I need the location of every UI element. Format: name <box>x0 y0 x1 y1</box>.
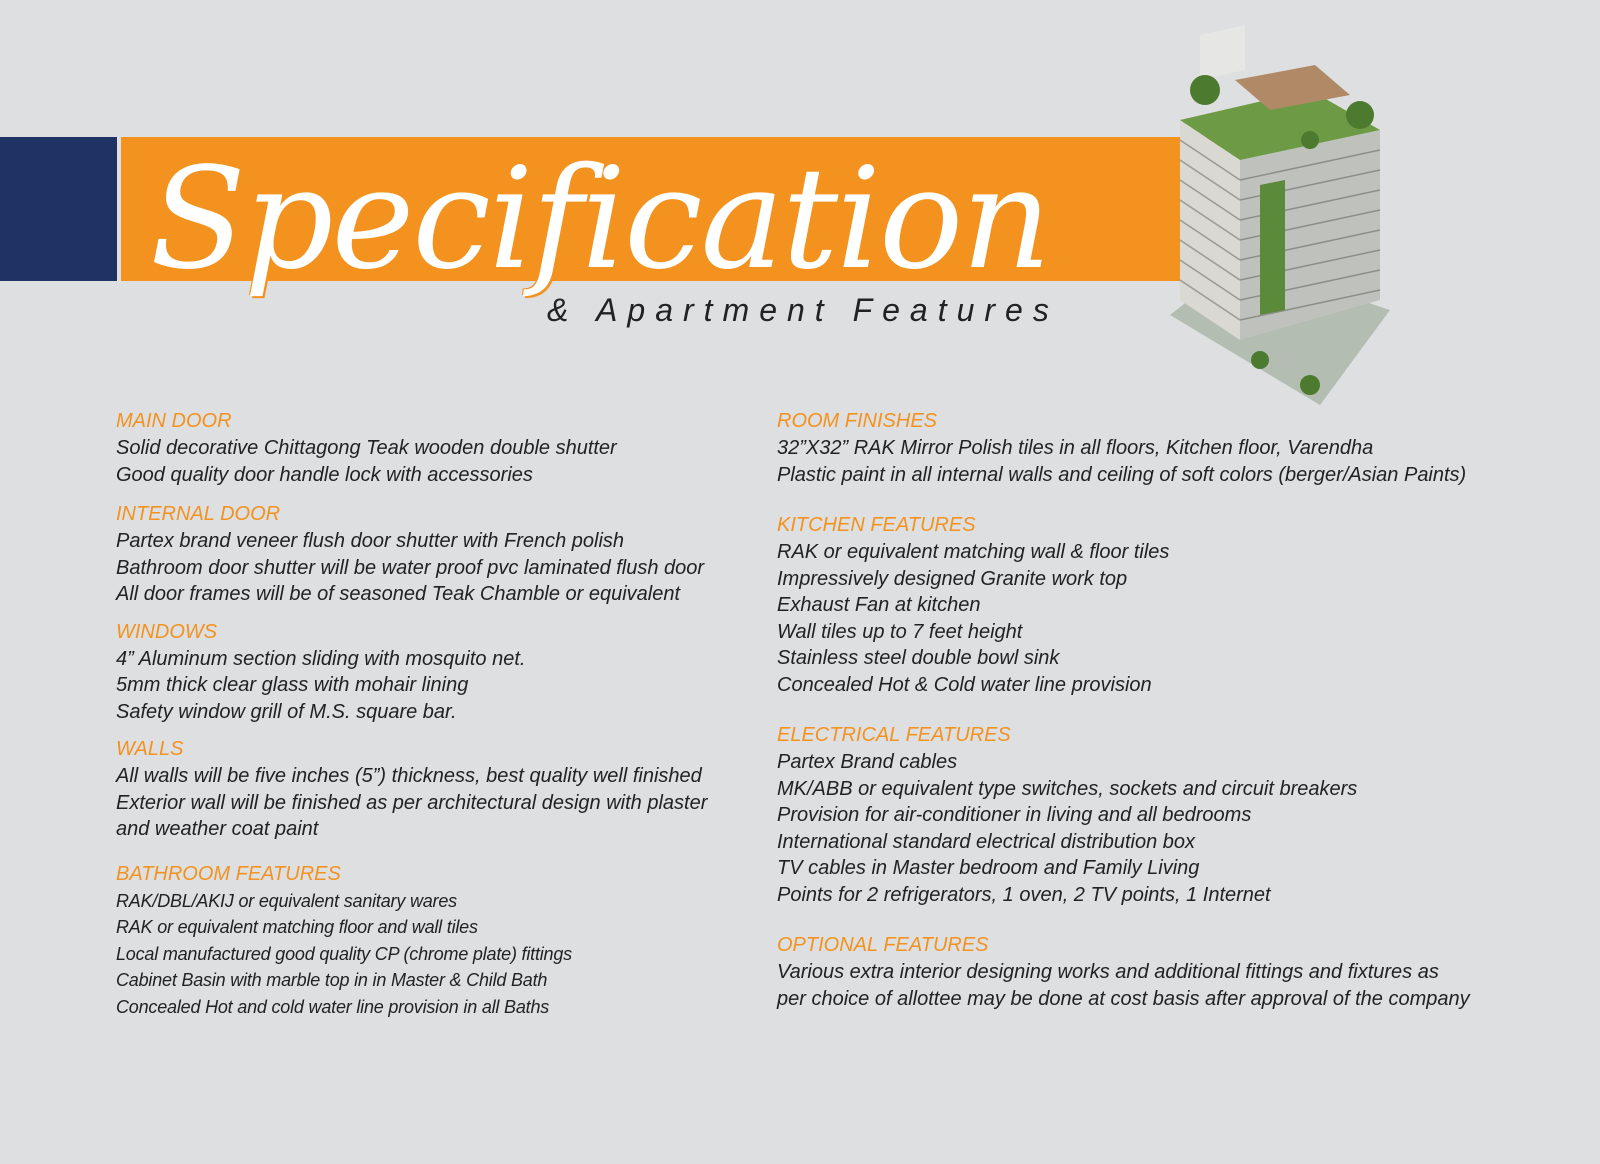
section-heading: INTERNAL DOOR <box>116 503 281 525</box>
list-item: Exhaust Fan at kitchen <box>777 594 981 616</box>
list-item: Exterior wall will be finished as per architectural design with plaster <box>116 791 708 814</box>
list-item: Various extra interior designing works and additional fittings and fixtures as <box>777 961 1439 983</box>
list-item: Provision for air-conditioner in living and all bedrooms <box>777 804 1252 826</box>
list-item: Cabinet Basin with marble top in in Master & Child Bath <box>116 970 548 990</box>
right-column <box>777 408 1537 1012</box>
list-item: All door frames will be of seasoned Teak Chamble or equivalent <box>116 583 681 605</box>
list-item: Stainless steel double bowl sink <box>777 647 1060 669</box>
list-item: Bathroom door shutter will be water proof pvc laminated flush door <box>116 556 705 579</box>
section-room-finishes <box>777 408 1537 488</box>
section-heading: ROOM FINISHES <box>777 410 938 432</box>
page-subtitle: & Apartment Features <box>547 292 1059 328</box>
list-item: 5mm thick clear glass with mohair lining <box>116 674 469 696</box>
section-heading: WALLS <box>116 738 184 760</box>
navy-accent-block <box>0 137 117 281</box>
list-item: Local manufactured good quality CP (chrome plate) fittings <box>116 943 572 964</box>
list-item: Points for 2 refrigerators, 1 oven, 2 TV points, 1 Internet <box>777 883 1271 906</box>
section-heading: WINDOWS <box>116 620 218 643</box>
list-item: Concealed Hot and cold water line provision in all Baths <box>116 996 550 1017</box>
list-item: International standard electrical distribution box <box>777 830 1196 853</box>
section-heading: ELECTRICAL FEATURES <box>777 724 1011 746</box>
list-item: 32”X32” RAK Mirror Polish tiles in all floors, Kitchen floor, Varendha <box>777 437 1374 459</box>
list-item: Partex brand veneer flush door shutter with French polish <box>116 530 625 552</box>
section-heading: BATHROOM FEATURES <box>116 862 341 885</box>
section-main-door <box>116 408 756 488</box>
list-item: Plastic paint in all internal walls and ceiling of soft colors (berger/Asian Paints) <box>777 463 1467 486</box>
list-item: Concealed Hot & Cold water line provision <box>777 673 1152 696</box>
section-kitchen-features <box>777 512 1537 698</box>
section-heading: KITCHEN FEATURES <box>777 514 976 536</box>
section-electrical-features <box>777 722 1537 908</box>
page-title: Specification <box>150 138 1050 301</box>
section-bathroom-features <box>116 861 756 1021</box>
list-item: 4” Aluminum section sliding with mosquito net. <box>116 647 526 670</box>
left-column <box>116 408 756 1020</box>
building-rendering <box>1160 10 1430 430</box>
list-item: per choice of allottee may be done at cost basis after approval of the company <box>777 987 1470 1010</box>
section-windows <box>116 619 756 726</box>
list-item: Solid decorative Chittagong Teak wooden double shutter <box>116 437 617 459</box>
list-item: Impressively designed Granite work top <box>777 567 1128 590</box>
list-item: Safety window grill of M.S. square bar. <box>116 700 457 723</box>
list-item: RAK or equivalent matching wall & floor tiles <box>777 541 1170 563</box>
section-internal-door <box>116 501 756 608</box>
list-item: Wall tiles up to 7 feet height <box>777 620 1023 643</box>
list-item: Good quality door handle lock with accessories <box>116 463 533 486</box>
section-optional-features <box>777 932 1537 1012</box>
list-item: TV cables in Master bedroom and Family Living <box>777 857 1200 879</box>
list-item: RAK or equivalent matching floor and wall tiles <box>116 917 478 937</box>
list-item: MK/ABB or equivalent type switches, sockets and circuit breakers <box>777 777 1358 800</box>
section-heading: MAIN DOOR <box>116 410 232 432</box>
section-heading: OPTIONAL FEATURES <box>777 934 989 956</box>
list-item: Partex Brand cables <box>777 751 958 773</box>
list-item: and weather coat paint <box>116 818 319 840</box>
list-item: RAK/DBL/AKIJ or equivalent sanitary wares <box>116 890 457 911</box>
list-item: All walls will be five inches (5”) thickness, best quality well finished <box>116 765 702 787</box>
section-walls <box>116 736 756 843</box>
